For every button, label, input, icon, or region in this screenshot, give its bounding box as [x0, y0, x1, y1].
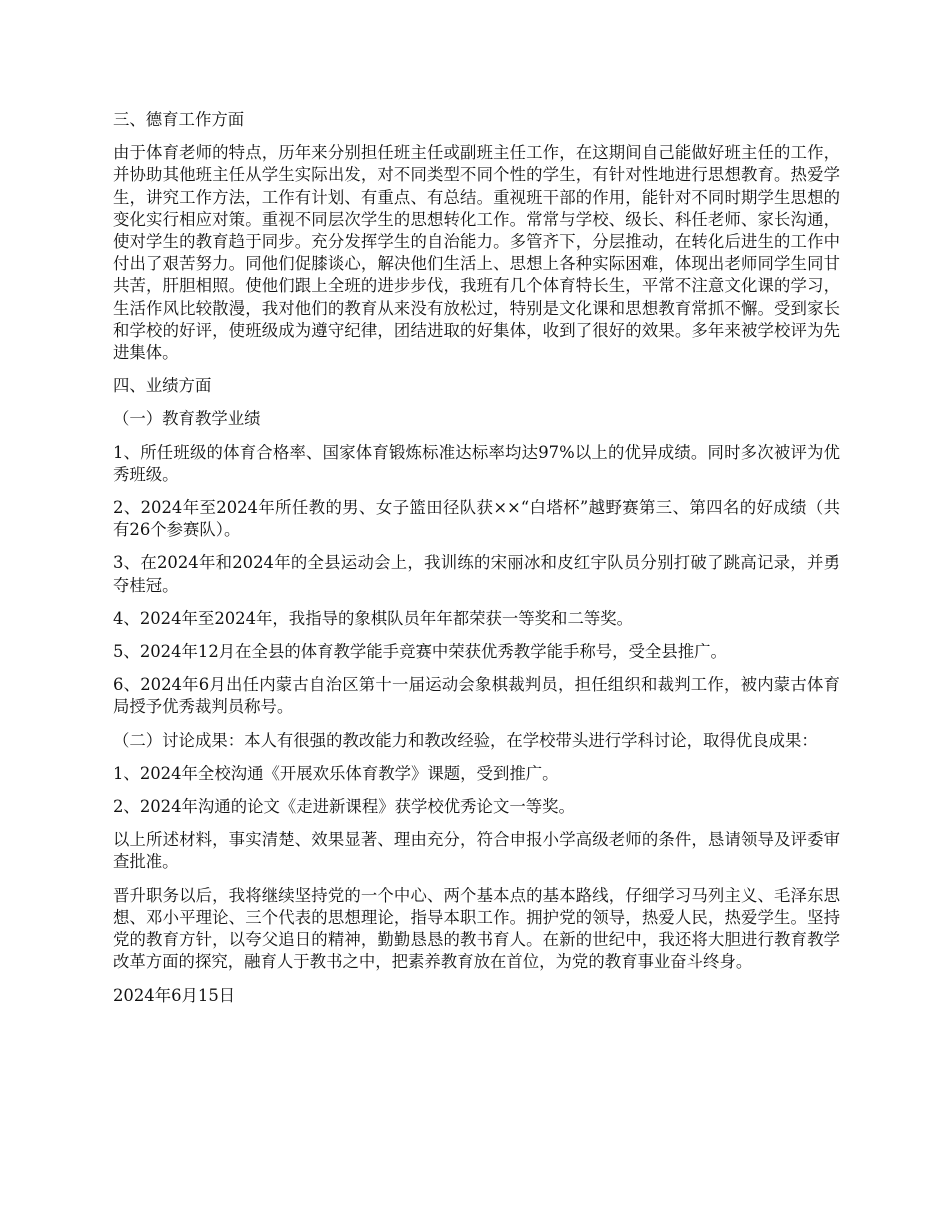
paragraph-moral-education: 由于体育老师的特点，历年来分别担任班主任或副班主任工作，在这期间自己能做好班主任的工作，并协助其他班主任从学生实际出发，对不同类型不同个性的学生，有针对性地进行思想教育。热爱学生，讲究工作方法，工作有计划、有重点、有总结。重视班干部的作用，能针对不同时期学生思想的变化实行相应对策。重视不同层次学生的思想转化工作。常常与学校、级长、科任老师、家长沟通，使对学生的教育趋于同步。充分发挥学生的自治能力。多管齐下，分层推动，在转化后进生的工作中付出了艰苦努力。同他们促膝谈心，解决他们生活上、思想上各种实际困难，体现出老师同学生同甘共苦，肝胆相照。使他们跟上全班的进步步伐，我班有几个体育特长生，平常不注意文化课的学习，生活作风比较散漫，我对他们的教育从来没有放松过，特别是文化课和思想教育常抓不懈。受到家长和学校的好评，使班级成为遵守纪律，团结进取的好集体，收到了很好的效果。多年来被学校评为先进集体。 — [113, 143, 840, 363]
document-date: 2024年6月15日 — [113, 985, 236, 1005]
achievement-item: 4、2024年至2024年，我指导的象棋队员年年都荣获一等奖和二等奖。 — [113, 608, 634, 628]
achievement-item: 5、2024年12月在全县的体育教学能手竞赛中荣获优秀教学能手称号，受全县推广。 — [113, 642, 727, 662]
section-heading-moral-education: 三、德育工作方面 — [113, 110, 245, 129]
achievement-item: 6、2024年6月出任内蒙古自治区第十一届运动会象棋裁判员，担任组织和裁判工作，被内蒙古体育局授予优秀裁判员称号。 — [113, 675, 840, 717]
document-page — [113, 109, 840, 1018]
paragraph-request: 以上所述材料，事实清楚、效果显著、理由充分，符合申报小学高级老师的条件，恳请领导及评委审查批准。 — [113, 830, 840, 872]
achievement-item: 2、2024年至2024年所任教的男、女子篮田径队获××“白塔杯”越野赛第三、第四名的好成绩（共有26个参赛队）。 — [113, 498, 840, 540]
achievement-item: 3、在2024年和2024年的全县运动会上，我训练的宋丽冰和皮红宇队员分别打破了跳高记录，并勇夺桂冠。 — [113, 553, 840, 595]
research-item: 1、2024年全校沟通《开展欢乐体育教学》课题，受到推广。 — [113, 763, 559, 783]
paragraph-pledge: 晋升职务以后，我将继续坚持党的一个中心、两个基本点的基本路线，仔细学习马列主义、毛泽东思想、邓小平理论、三个代表的思想理论，指导本职工作。拥护党的领导，热爱人民，热爱学生。坚持党的教育方针，以夸父追日的精神，勤勤恳恳的教书育人。在新的世纪中，我还将大胆进行教育教学改革方面的探究，融育人于教书之中，把素养教育放在首位，为党的教育事业奋斗终身。 — [113, 885, 840, 972]
research-item: 2、2024年沟通的论文《走进新课程》获学校优秀论文一等奖。 — [113, 797, 575, 817]
achievement-item: 1、所任班级的体育合格率、国家体育锻炼标准达标率均达97%以上的优异成绩。同时多次被评为优秀班级。 — [113, 442, 840, 484]
subheading-research-results: （二）讨论成果：本人有很强的教改能力和教改经验，在学校带头进行学科讨论，取得优良成果： — [113, 730, 818, 750]
subheading-teaching-achievements: （一）教育教学业绩 — [113, 409, 261, 429]
section-heading-achievements: 四、业绩方面 — [113, 376, 212, 396]
